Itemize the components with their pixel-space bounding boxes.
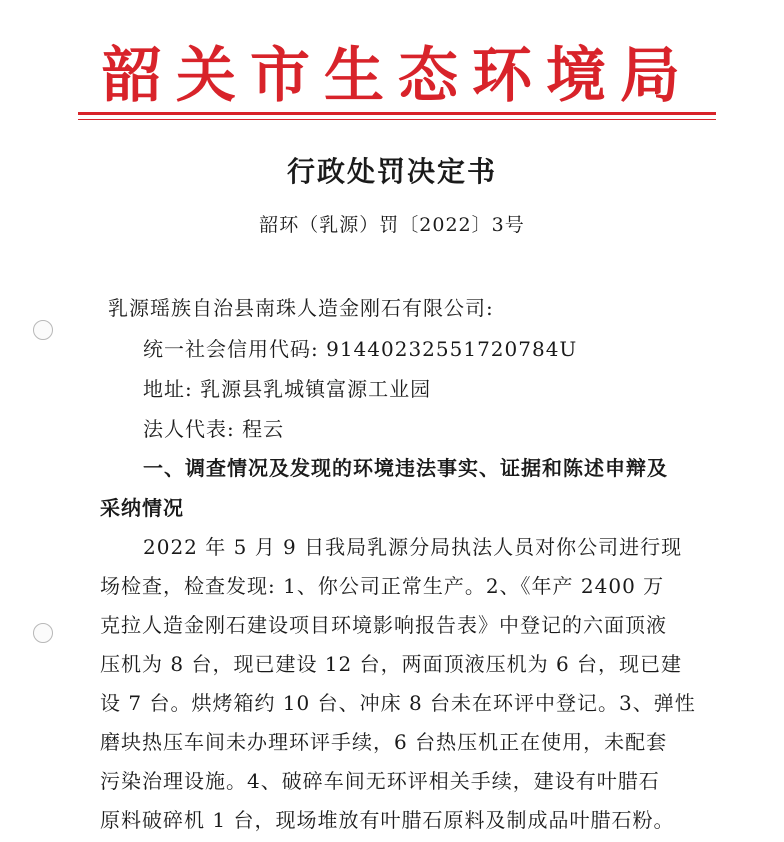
section-heading: 一、调查情况及发现的环境违法事实、证据和陈述申辩及 bbox=[143, 456, 668, 480]
body-line: 2022 年 5 月 9 日我局乳源分局执法人员对你公司进行现 bbox=[143, 535, 683, 559]
document-number: 韶环（乳源）罚〔2022〕3号 bbox=[259, 214, 525, 236]
binder-hole-icon bbox=[33, 320, 53, 340]
body-line: 压机为 8 台，现已建设 12 台，两面顶液压机为 6 台，现已建 bbox=[100, 652, 683, 676]
body-line: 污染治理设施。4、破碎车间无环评相关手续，建设有叶腊石 bbox=[100, 769, 660, 793]
body-line: 设 7 台。烘烤箱约 10 台、冲床 8 台未在环评中登记。3、弹性 bbox=[100, 691, 696, 715]
body-line: 磨块热压车间未办理环评手续，6 台热压机正在使用，未配套 bbox=[100, 730, 668, 754]
document-title: 行政处罚决定书 bbox=[286, 155, 497, 188]
section-heading-cont: 采纳情况 bbox=[100, 496, 184, 520]
body-line: 原料破碎机 1 台，现场堆放有叶腊石原料及制成品叶腊石粉。 bbox=[100, 808, 675, 832]
issuing-authority-header: 韶关市生态环境局 bbox=[102, 41, 694, 111]
credit-code: 统一社会信用代码: 91440232551720784U bbox=[143, 337, 578, 361]
legal-representative: 法人代表: 程云 bbox=[143, 417, 285, 441]
body-line: 场检查，检查发现: 1、你公司正常生产。2、《年产 2400 万 bbox=[100, 574, 665, 598]
header-rule-thick bbox=[78, 112, 716, 115]
party-name: 乳源瑶族自治县南珠人造金刚石有限公司: bbox=[108, 296, 494, 320]
address: 地址: 乳源县乳城镇富源工业园 bbox=[143, 377, 432, 401]
binder-hole-icon bbox=[33, 623, 53, 643]
body-line: 克拉人造金刚石建设项目环境影响报告表》中登记的六面顶液 bbox=[100, 613, 667, 637]
header-rule-thin bbox=[78, 119, 716, 120]
